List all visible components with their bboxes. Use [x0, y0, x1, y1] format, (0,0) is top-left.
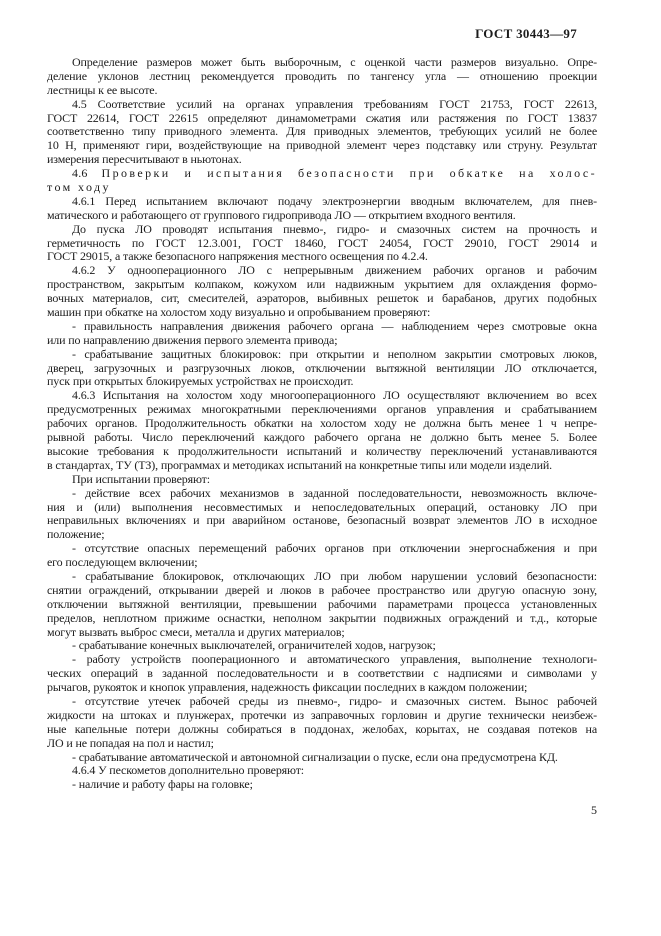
text-line: При испытании проверяют:	[72, 472, 210, 486]
text-line: ные капельные потери должны собираться в поддонах, желобах, корытах, не создавая потеков на	[47, 722, 597, 736]
text-line: измерения пересчитывают в ньютонах.	[47, 153, 242, 167]
text-line: рычагов, рукояток и кнопок управления, надежность фиксации последних в каждом положении;	[47, 681, 528, 695]
section-heading-line	[47, 167, 597, 181]
text-line: жидкости на штоках и плунжерах, протечки из заправочных горловин и другие технически неизбеж-	[47, 708, 597, 722]
text-line: - срабатывание защитных блокировок: при открытии и неполном закрытии смотровых люков,	[72, 347, 597, 361]
text-line: 10 Н, применяют гири, воздействующие на приводной элемент через подставку или струну. Результат	[47, 139, 597, 153]
text-line: - срабатывание блокировок, отключающих ЛО при любом нарушении условий безопасности:	[72, 569, 597, 583]
text-line: в стандартах, ТУ (ТЗ), программах и методиках испытаний на конкретные типы или модели изделий.	[47, 458, 552, 472]
text-line: предусмотренных режимах многократными переключениями органов управления и срабатыванием	[47, 403, 597, 417]
text-line: До пуска ЛО проводят испытания пневмо-, гидро- и смазочных систем на прочность и	[72, 222, 597, 236]
document-body	[47, 56, 597, 792]
text-line: 4.5 Соответствие усилий на органах управления требованиям ГОСТ 21753, ГОСТ 22613,	[72, 97, 597, 111]
text-line: машин при обкатке на холостом ходу визуально и опробыванием проверяют:	[47, 306, 431, 320]
text-line: - правильность направления движения рабочего органа — наблюдением через смотровые окна	[72, 319, 597, 333]
text-line: рывной работы. Число переключений каждого рабочего органа не должно быть менее 5. Более	[47, 431, 597, 445]
text-line: вочных материалов, сит, смесителей, аэраторов, выбивных решеток и барабанов, других подобных	[47, 292, 597, 306]
text-line: снятии ограждений, открывании дверей и люков в рабочее пространство или другую опасную зону,	[47, 583, 597, 597]
text-line: - действие всех рабочих механизмов в заданной последовательности, невозможность включе-	[72, 486, 597, 500]
text-line: высокие требования к продолжительности испытаний и количеству переключений устанавливаются	[47, 444, 597, 458]
text-line: Определение размеров может быть выборочным, с оценкой части размеров визуально. Опре-	[72, 56, 597, 69]
text-line: лестницы к ее высоте.	[47, 83, 158, 97]
text-line: 4.6.3 Испытания на холостом ходу многооперационного ЛО осуществляют включением во всех	[72, 389, 597, 403]
text-line: деление уклонов лестниц рекомендуется проводить по тангенсу угла — отношению проекции	[47, 69, 597, 83]
text-line: 4.6.2 У однооперационного ЛО с непрерывным движением рабочих органов и рабочим	[72, 264, 597, 278]
section-title-text: Проверки и испытания безопасности при обкатке на холос-	[101, 167, 597, 181]
text-line: - отсутствие утечек рабочей среды из пневмо-, гидро- и смазочных систем. Вынос рабочей	[72, 694, 597, 708]
text-line: герметичность по ГОСТ 12.3.001, ГОСТ 18460, ГОСТ 24054, ГОСТ 29010, ГОСТ 29014 и	[47, 236, 597, 250]
text-line: могут вызвать выброс смеси, металла и других материалов;	[47, 625, 345, 639]
text-line: или по направлению движения первого элемента привода;	[47, 333, 338, 347]
text-line: неправильных включениях и при аварийном останове, безопасный возврат элементов ЛО в исходное	[47, 514, 597, 528]
text-line: соответственно типу приводного элемента. Для приводных элементов, требующих усилий не более	[47, 125, 597, 139]
text-line: положение;	[47, 528, 105, 542]
section-number: 4.6	[72, 167, 88, 181]
section-heading-line: том ходу	[47, 181, 111, 195]
text-line: ния и (или) выполнения несовместимых и непоследовательных операций, остановку ЛО при	[47, 500, 597, 514]
text-line: пределов, неплотном прижиме оснастки, неполном закрытии подвижных ограждений и т.д., которые	[47, 611, 597, 625]
text-line: рабочих органов. Продолжительность обкатки на холостом ходу не должна быть менее 1 ч непре-	[47, 417, 597, 431]
text-line: ЛО и не попадая на пол и настил;	[47, 736, 214, 750]
text-line: - срабатывание автоматической и автономной сигнализации о пуске, если она предусмотрена КД.	[72, 750, 558, 764]
text-line: его последующем включении;	[47, 556, 198, 570]
text-line: ческих операций в заданной последовательности и в соответствии с надписями и символами у	[47, 667, 597, 681]
text-line: матического и работающего от группового гидропривода ЛО — открытием входного вентиля.	[47, 208, 516, 222]
text-line: - наличие и работу фары на головке;	[72, 778, 253, 792]
text-line: ГОСТ 22614, ГОСТ 22615 определяют динамометрами сжатия или растяжения по ГОСТ 13837	[47, 111, 597, 125]
text-line: 4.6.4 У пескометов дополнительно проверяют:	[72, 764, 304, 778]
text-line: - срабатывание конечных выключателей, ограничителей ходов, нагрузок;	[72, 639, 436, 653]
text-line: 4.6.1 Перед испытанием включают подачу электроэнергии вводным включателем, для пнев-	[72, 194, 597, 208]
text-line: отключении вытяжной вентиляции, превышении рабочими параметрами процесса установленных	[47, 597, 597, 611]
text-line: ГОСТ 29015, а также безопасного напряжения местного освещения по 4.2.4.	[47, 250, 428, 264]
document-header-designation: ГОСТ 30443—97	[475, 26, 577, 41]
page-number: 5	[591, 803, 597, 817]
text-line: - работу устройств пооперационного и автоматического управления, выполнение технологи-	[72, 653, 597, 667]
text-line: пуск при открытых блокируемых устройствах не происходит.	[47, 375, 354, 389]
text-line: дверец, загрузочных и разгрузочных люков, отключении вытяжной вентиляции ЛО отключается,	[47, 361, 597, 375]
text-line: пространством, закрытым колпаком, кожухом или надвижным укрытием для охлаждения формо-	[47, 278, 597, 292]
text-line: - отсутствие опасных перемещений рабочих органов при отключении энергоснабжения и при	[72, 542, 597, 556]
